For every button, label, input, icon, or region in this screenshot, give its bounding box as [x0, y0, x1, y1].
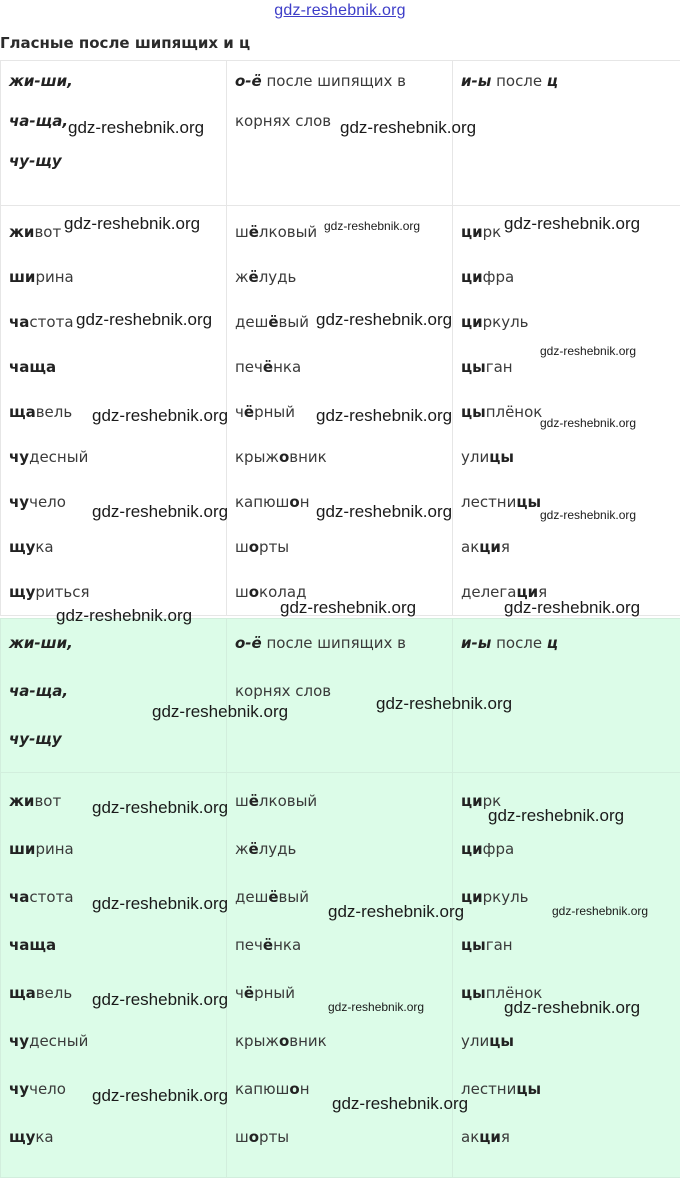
word: шорты	[235, 1113, 444, 1161]
word: цыган	[461, 345, 672, 390]
watermark: gdz-reshebnik.org	[540, 344, 636, 358]
word: цыган	[461, 921, 672, 969]
word: цыплёнок	[461, 390, 672, 435]
word: чёрный	[235, 969, 444, 1017]
watermark: gdz-reshebnik.org	[92, 990, 228, 1010]
word: чучело	[9, 480, 218, 525]
watermark: gdz-reshebnik.org	[76, 310, 212, 330]
watermark: gdz-reshebnik.org	[328, 902, 464, 922]
watermark: gdz-reshebnik.org	[540, 416, 636, 430]
watermark: gdz-reshebnik.org	[316, 310, 452, 330]
word: шёлковый	[235, 777, 444, 825]
letter-ts: ц	[547, 634, 558, 652]
word: крыжовник	[235, 1017, 444, 1065]
header-text: после	[491, 634, 547, 652]
rule-chu-shchu: чу-щу	[9, 730, 62, 748]
watermark: gdz-reshebnik.org	[92, 406, 228, 426]
word: чёрный	[235, 390, 444, 435]
word: цыплёнок	[461, 969, 672, 1017]
page-title: Гласные после шипящих и ц	[0, 34, 250, 52]
watermark: gdz-reshebnik.org	[540, 508, 636, 522]
rule-o-yo: о-ё	[235, 72, 262, 90]
examples-col-i-y	[453, 773, 680, 1178]
word: ширина	[9, 255, 218, 300]
word: дешёвый	[235, 300, 444, 345]
rule-zhi-shi: жи-ши,	[9, 72, 73, 90]
word: крыжовник	[235, 435, 444, 480]
examples-col-i-y	[453, 206, 680, 616]
watermark: gdz-reshebnik.org	[324, 219, 420, 233]
header-cell-zhi-shi	[1, 619, 227, 773]
word: шоколад	[235, 570, 444, 615]
rule-i-y: и-ы	[461, 72, 491, 90]
examples-col-o-yo	[227, 773, 453, 1178]
word: дешёвый	[235, 873, 444, 921]
word: чудесный	[9, 435, 218, 480]
word: живот	[9, 777, 218, 825]
header-text: после шипящих в	[262, 634, 406, 652]
rule-cha-shcha: ча-ща,	[9, 682, 68, 700]
word: шорты	[235, 525, 444, 570]
word: ширина	[9, 825, 218, 873]
word: жёлудь	[235, 255, 444, 300]
watermark: gdz-reshebnik.org	[328, 1000, 424, 1014]
watermark: gdz-reshebnik.org	[488, 806, 624, 826]
watermark: gdz-reshebnik.org	[504, 998, 640, 1018]
watermark: gdz-reshebnik.org	[152, 702, 288, 722]
word: печёнка	[235, 921, 444, 969]
watermark: gdz-reshebnik.org	[316, 502, 452, 522]
letter-ts: ц	[547, 72, 558, 90]
header-text: корнях слов	[235, 682, 331, 700]
word: чудесный	[9, 1017, 218, 1065]
site-header-link[interactable]: gdz-reshebnik.org	[0, 2, 680, 20]
watermark: gdz-reshebnik.org	[376, 694, 512, 714]
word: печёнка	[235, 345, 444, 390]
watermark: gdz-reshebnik.org	[92, 798, 228, 818]
word: щавель	[9, 390, 218, 435]
rule-i-y: и-ы	[461, 634, 491, 652]
word: улицы	[461, 435, 672, 480]
word: чаща	[9, 921, 218, 969]
watermark: gdz-reshebnik.org	[552, 904, 648, 918]
word: шёлковый	[235, 210, 444, 255]
examples-col-zhi-shi	[1, 773, 227, 1178]
word: капюшон	[235, 480, 444, 525]
rule-o-yo: о-ё	[235, 634, 262, 652]
watermark: gdz-reshebnik.org	[92, 502, 228, 522]
watermark: gdz-reshebnik.org	[92, 894, 228, 914]
word: частота	[9, 873, 218, 921]
word: чаща	[9, 345, 218, 390]
word: улицы	[461, 1017, 672, 1065]
header-text: после шипящих в	[262, 72, 406, 90]
word: живот	[9, 210, 218, 255]
word: цифра	[461, 825, 672, 873]
rule-zhi-shi: жи-ши,	[9, 634, 73, 652]
rule-cha-shcha: ча-ща,	[9, 112, 68, 130]
word: щука	[9, 525, 218, 570]
watermark: gdz-reshebnik.org	[280, 598, 416, 618]
rule-chu-shchu: чу-щу	[9, 152, 62, 170]
word: циркуль	[461, 873, 672, 921]
watermark: gdz-reshebnik.org	[340, 118, 476, 138]
word: делегация	[461, 570, 672, 615]
watermark: gdz-reshebnik.org	[92, 1086, 228, 1106]
watermark: gdz-reshebnik.org	[504, 214, 640, 234]
word: акция	[461, 1113, 672, 1161]
word: жёлудь	[235, 825, 444, 873]
word: щуриться	[9, 570, 218, 615]
watermark: gdz-reshebnik.org	[68, 118, 204, 138]
header-text: после	[491, 72, 547, 90]
header-text: корнях слов	[235, 112, 331, 130]
watermark: gdz-reshebnik.org	[64, 214, 200, 234]
word: акция	[461, 525, 672, 570]
word: лестницы	[461, 480, 672, 525]
word: чучело	[9, 1065, 218, 1113]
header-cell-i-y	[453, 61, 680, 206]
word: циркуль	[461, 300, 672, 345]
watermark: gdz-reshebnik.org	[316, 406, 452, 426]
watermark: gdz-reshebnik.org	[56, 606, 192, 626]
watermark: gdz-reshebnik.org	[504, 598, 640, 618]
word: частота	[9, 300, 218, 345]
watermark: gdz-reshebnik.org	[332, 1094, 468, 1114]
word: щавель	[9, 969, 218, 1017]
word: цирк	[461, 777, 672, 825]
vowels-table	[0, 60, 680, 616]
word: цирк	[461, 210, 672, 255]
word: лестницы	[461, 1065, 672, 1113]
word: капюшон	[235, 1065, 444, 1113]
word: щука	[9, 1113, 218, 1161]
word: цифра	[461, 255, 672, 300]
